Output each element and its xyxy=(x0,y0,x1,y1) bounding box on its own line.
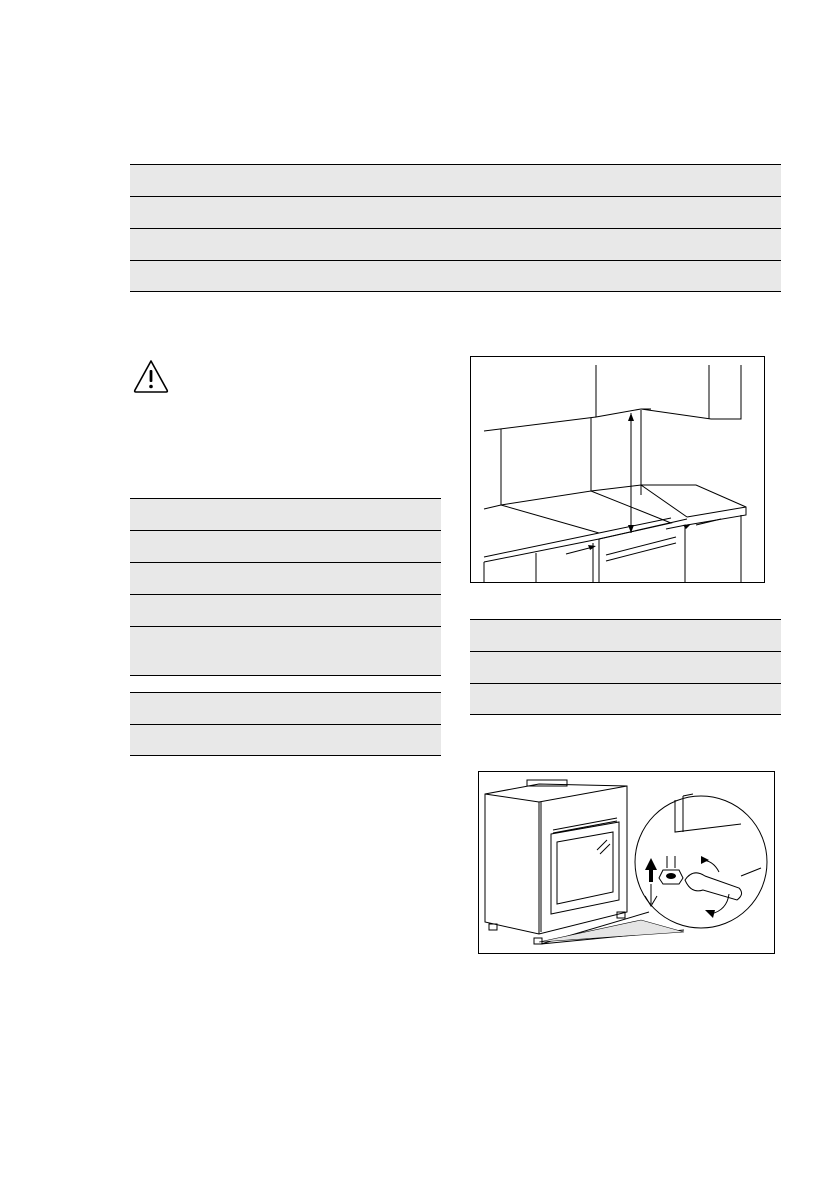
left-table-a xyxy=(130,498,441,676)
table-row xyxy=(470,651,781,683)
table-row xyxy=(470,619,781,651)
table-row xyxy=(130,228,781,260)
table-row xyxy=(130,692,441,724)
table-row xyxy=(130,164,781,196)
table-row xyxy=(130,498,441,530)
table-row xyxy=(130,196,781,228)
table-row xyxy=(130,626,441,676)
cooker-between-cabinets-illustration xyxy=(471,357,764,582)
table-row xyxy=(470,683,781,715)
levelling-figure xyxy=(478,771,775,954)
installation-figure xyxy=(470,356,765,583)
right-table xyxy=(470,619,781,715)
cooker-levelling-feet-illustration xyxy=(479,772,774,953)
top-table xyxy=(130,164,781,292)
warning-icon xyxy=(132,358,170,394)
table-row xyxy=(130,562,441,594)
table-row xyxy=(130,530,441,562)
table-row xyxy=(130,594,441,626)
table-row xyxy=(130,724,441,756)
left-table-b xyxy=(130,692,441,756)
table-row xyxy=(130,260,781,292)
